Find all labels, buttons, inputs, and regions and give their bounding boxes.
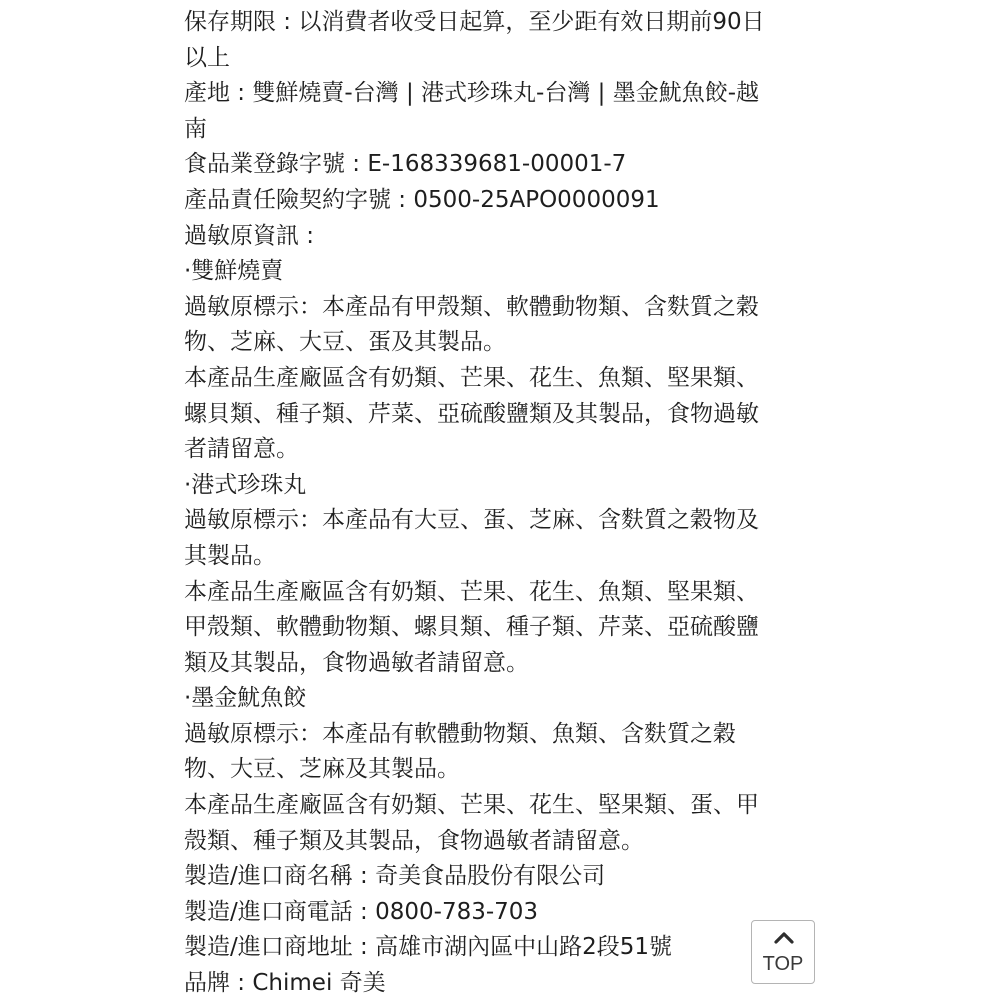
detail-line: 甲殼類、軟體動物類、螺貝類、種子類、芹菜、亞硫酸鹽 [184, 614, 759, 641]
detail-line: 產地 : 雙鮮燒賣-台灣 | 港式珍珠丸-台灣 | 墨金魷魚餃-越 [184, 80, 760, 107]
detail-line: 過敏原標示：本產品有甲殼類、軟體動物類、含麩質之穀 [184, 293, 759, 320]
detail-line: 過敏原標示：本產品有大豆、蛋、芝麻、含麩質之穀物及 [184, 507, 759, 534]
detail-line: 其製品。 [184, 542, 276, 569]
detail-line: 本產品生產廠區含有奶類、芒果、花生、魚類、堅果類、 [184, 364, 759, 391]
detail-line: ·雙鮮燒賣 [184, 258, 284, 285]
top-label: TOP [762, 953, 804, 975]
detail-line: 製造/進口商名稱 : 奇美食品股份有限公司 [184, 863, 606, 890]
detail-line: 螺貝類、種子類、芹菜、亞硫酸鹽類及其製品，食物過敏 [184, 400, 759, 427]
detail-line: 保存期限 : 以消費者收受日起算，至少距有效日期前90日 [184, 9, 765, 35]
detail-line: 南 [184, 115, 207, 142]
detail-line: 過敏原標示：本產品有軟體動物類、魚類、含麩質之穀 [184, 720, 736, 747]
detail-line: 物、大豆、芝麻及其製品。 [184, 756, 460, 783]
chevron-up-icon [774, 930, 794, 944]
detail-line: 製造/進口商地址 : 高雄市湖內區中山路2段51號 [184, 934, 673, 961]
detail-line: ·港式珍珠丸 [184, 471, 307, 498]
detail-line: 物、芝麻、大豆、蛋及其製品。 [184, 329, 506, 356]
detail-line: 本產品生產廠區含有奶類、芒果、花生、堅果類、蛋、甲 [184, 792, 759, 819]
detail-line: 品牌 : Chimei 奇美 [184, 970, 386, 997]
detail-line: 以上 [184, 44, 230, 71]
detail-line: 過敏原資訊 : [184, 222, 315, 249]
back-to-top-button[interactable] [751, 920, 815, 984]
detail-line: 類及其製品，食物過敏者請留意。 [184, 649, 529, 676]
detail-line: 製造/進口商電話 : 0800-783-703 [184, 898, 539, 925]
detail-line: 殼類、種子類及其製品，食物過敏者請留意。 [184, 827, 644, 854]
detail-line: 本產品生產廠區含有奶類、芒果、花生、魚類、堅果類、 [184, 578, 759, 605]
detail-line: 食品業登錄字號 : E-168339681-00001-7 [184, 151, 627, 178]
product-details-text [184, 5, 824, 1000]
detail-line: 者請留意。 [184, 436, 299, 463]
detail-line: 產品責任險契約字號 : 0500-25APO0000091 [184, 186, 660, 213]
detail-line: ·墨金魷魚餃 [184, 685, 307, 712]
